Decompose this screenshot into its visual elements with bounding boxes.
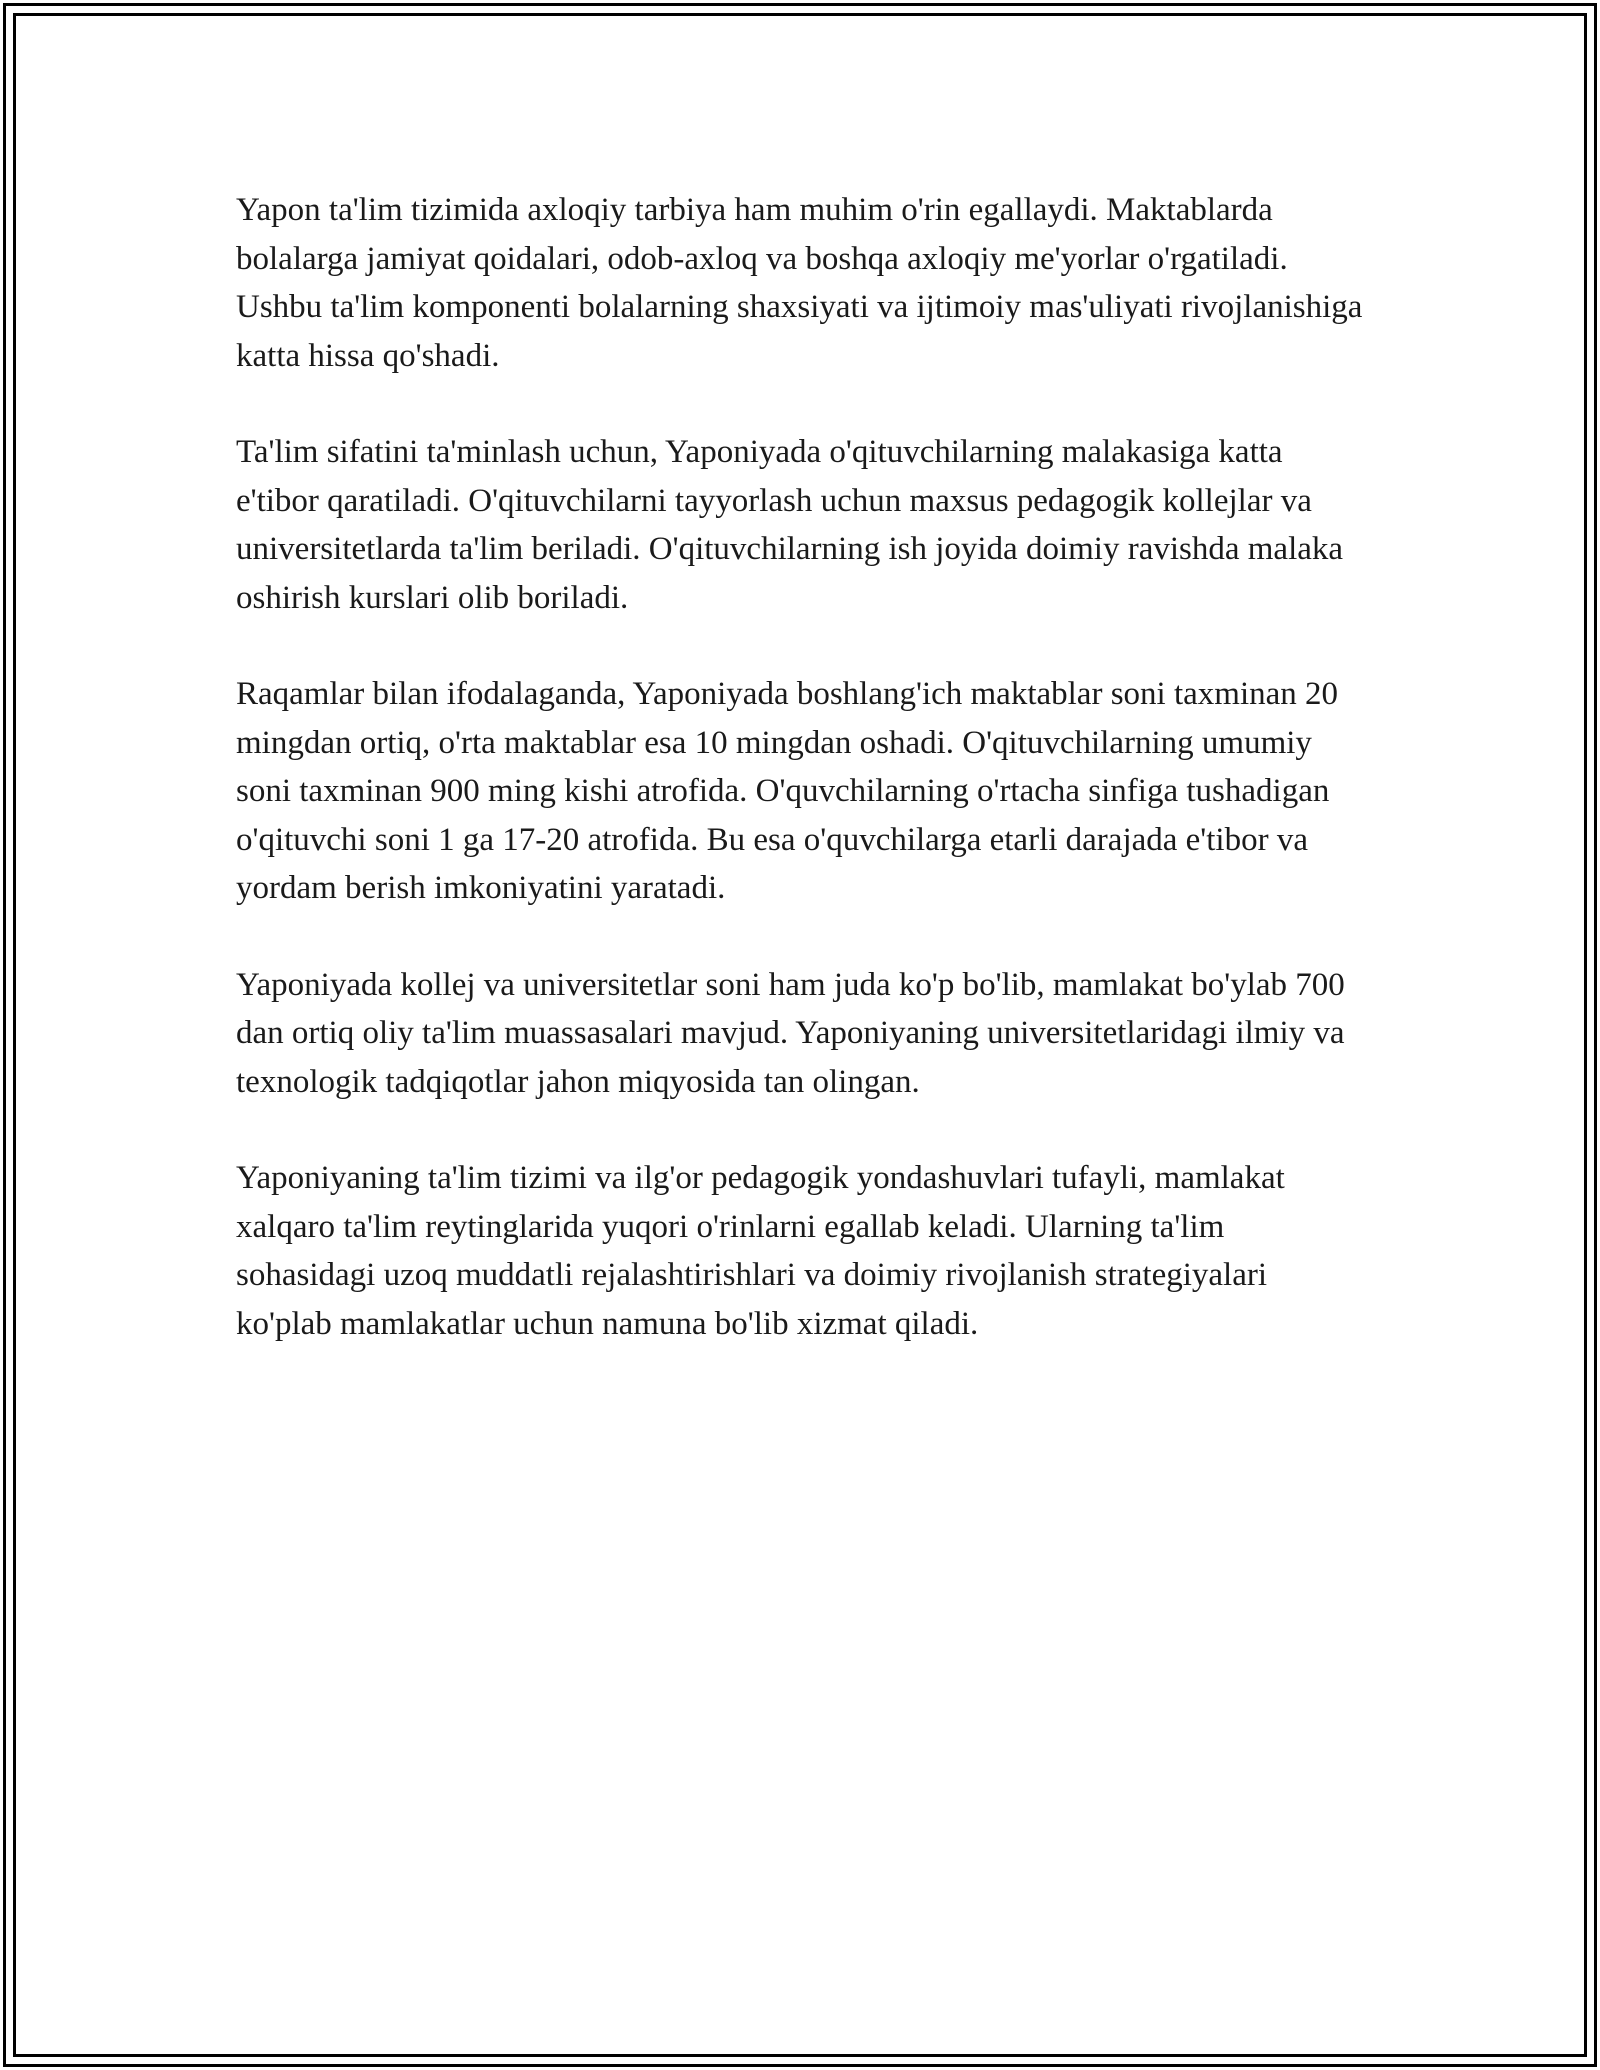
paragraph-moral-education: Yapon ta'lim tizimida axloqiy tarbiya ham muhim o'rin egallaydi. Maktablarda bolalarga jamiyat qoidalari, odob-axloq va boshqa axloqiy me'yorlar o'rgatiladi. Ushbu ta'lim komponenti bolalarning shaxsiyati va ijtimoiy mas'uliyati rivojlanishiga katta hissa qo'shadi. — [236, 192, 1363, 374]
paragraph-international-ranking: Yaponiyaning ta'lim tizimi va ilg'or pedagogik yondashuvlari tufayli, mamlakat xalqaro ta'lim reytinglarida yuqori o'rinlarni egallab keladi. Ularning ta'lim sohasidagi uzoq muddatli rejalashtirishlari va doimiy rivojlanish strategiyalari ko'plab mamlakatlar uchun namuna bo'lib xizmat qiladi. — [236, 1160, 1285, 1342]
paragraph-school-statistics: Raqamlar bilan ifodalaganda, Yaponiyada boshlang'ich maktablar soni taxminan 20 mingdan ortiq, o'rta maktablar esa 10 mingdan oshadi. O'qituvchilarning umumiy soni taxminan 900 ming kishi atrofida. O'quvchilarning o'rtacha sinfiga tushadigan o'qituvchi soni 1 ga 17-20 atrofida. Bu esa o'quvchilarga etarli darajada e'tibor va yordam berish imkoniyatini yaratadi. — [236, 676, 1339, 906]
paragraph-teacher-quality: Ta'lim sifatini ta'minlash uchun, Yaponiyada o'qituvchilarning malakasiga katta e'tibor qaratiladi. O'qituvchilarni tayyorlash uchun maxsus pedagogik kollejlar va universitetlarda ta'lim beriladi. O'qituvchilarning ish joyida doimiy ravishda malaka oshirish kurslari olib boriladi. — [236, 434, 1344, 616]
paragraph-higher-education: Yaponiyada kollej va universitetlar soni ham juda ko'p bo'lib, mamlakat bo'ylab 700 dan ortiq oliy ta'lim muassasalari mavjud. Yaponiyaning universitetlaridagi ilmiy va texnologik tadqiqotlar jahon miqyosida tan olingan. — [236, 966, 1345, 1100]
document-body — [236, 186, 1366, 1396]
